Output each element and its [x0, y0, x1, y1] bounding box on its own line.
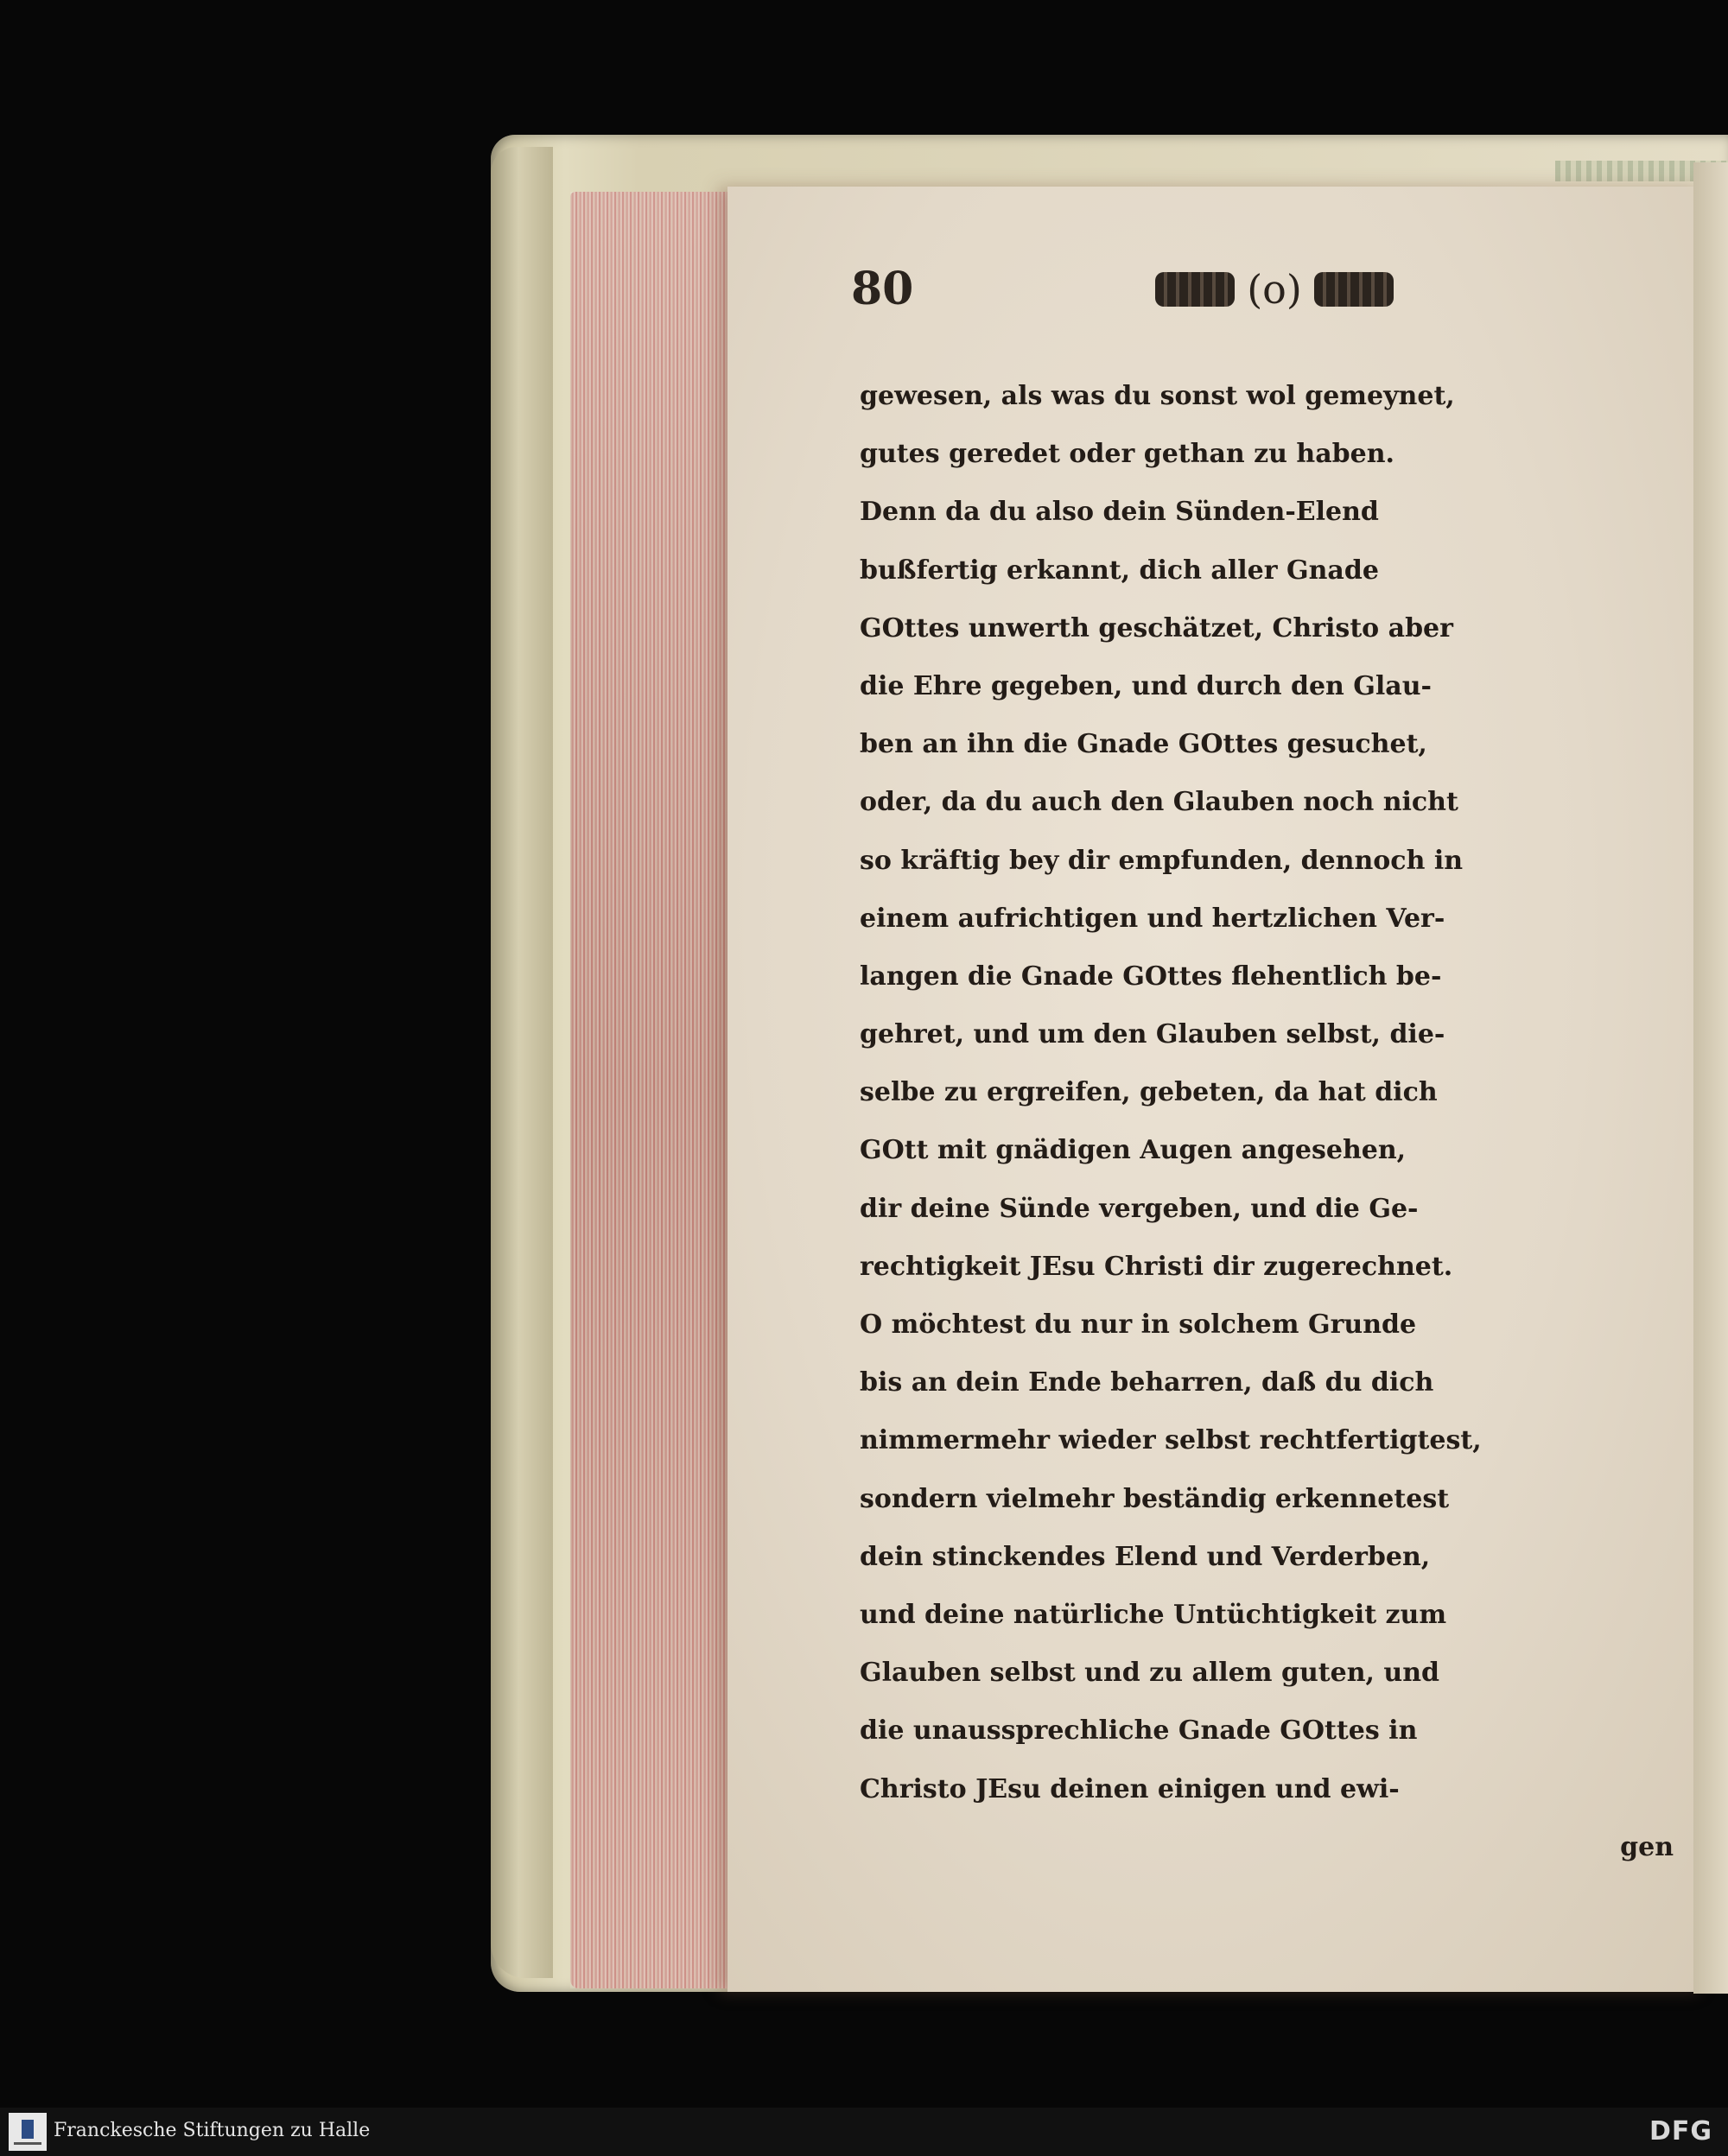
text-line: dein stinckendes Elend und Verderben, — [860, 1541, 1431, 1572]
text-line: ben an ihn die Gnade GOttes gesuchet, — [860, 729, 1427, 760]
page-text — [860, 367, 1689, 1876]
text-line: selbe zu ergreifen, gebeten, da hat dich — [860, 1077, 1438, 1108]
text-line: gewesen, als was du sonst wol gemeynet, — [860, 381, 1455, 411]
viewer-footer — [0, 2108, 1728, 2156]
page-number: 80 — [851, 263, 914, 315]
catchword: gen — [1620, 1831, 1674, 1862]
text-line: die Ehre gegeben, und durch den Glau- — [860, 670, 1433, 701]
ornament-left-icon — [1155, 272, 1235, 307]
page-header — [851, 263, 1672, 315]
text-line: einem aufrichtigen und hertzlichen Ver- — [860, 903, 1445, 934]
text-line: Denn da du also dein Sünden-Elend — [860, 497, 1379, 528]
text-line: bußfertig erkannt, dich aller Gnade — [860, 555, 1379, 586]
text-line: und deine natürliche Untüchtigkeit zum — [860, 1599, 1447, 1630]
text-line: so kräftig bey dir empfunden, dennoch in — [860, 845, 1464, 876]
text-line: Christo JEsu deinen einigen und ewi- — [860, 1773, 1400, 1804]
header-ornament — [1136, 263, 1413, 315]
ornament-center: (o) — [1247, 266, 1302, 313]
text-line: O möchtest du nur in solchem Grunde — [860, 1309, 1417, 1340]
text-line: dir deine Sünde vergeben, und die Ge- — [860, 1193, 1419, 1224]
text-line: gutes geredet oder gethan zu haben. — [860, 439, 1394, 470]
cover-fold — [491, 147, 553, 1978]
right-page-edge — [1693, 162, 1728, 1994]
text-line: bis an dein Ende beharren, daß du dich — [860, 1367, 1434, 1398]
text-line: gehret, und um den Glauben selbst, die- — [860, 1019, 1445, 1050]
text-line: GOttes unwerth geschätzet, Christo aber — [860, 612, 1453, 644]
text-line: oder, da du auch den Glauben noch nicht — [860, 787, 1458, 818]
text-line: langen die Gnade GOttes flehentlich be- — [860, 961, 1442, 992]
text-line: GOtt mit gnädigen Augen angesehen, — [860, 1135, 1407, 1166]
text-line: Glauben selbst und zu allem guten, und — [860, 1658, 1440, 1689]
text-line: die unaussprechliche Gnade GOttes in — [860, 1715, 1418, 1747]
text-line: sondern vielmehr beständig erkennetest — [860, 1483, 1450, 1514]
text-line: rechtigkeit JEsu Christi dir zugerechnet. — [860, 1251, 1453, 1282]
institution-logo-icon[interactable] — [9, 2113, 47, 2151]
ornament-right-icon — [1314, 272, 1394, 307]
institution-name: Franckesche Stiftungen zu Halle — [54, 2120, 371, 2141]
dfg-logo[interactable]: DFG — [1649, 2116, 1712, 2146]
text-line: nimmermehr wieder selbst rechtfertigtest, — [860, 1425, 1482, 1456]
